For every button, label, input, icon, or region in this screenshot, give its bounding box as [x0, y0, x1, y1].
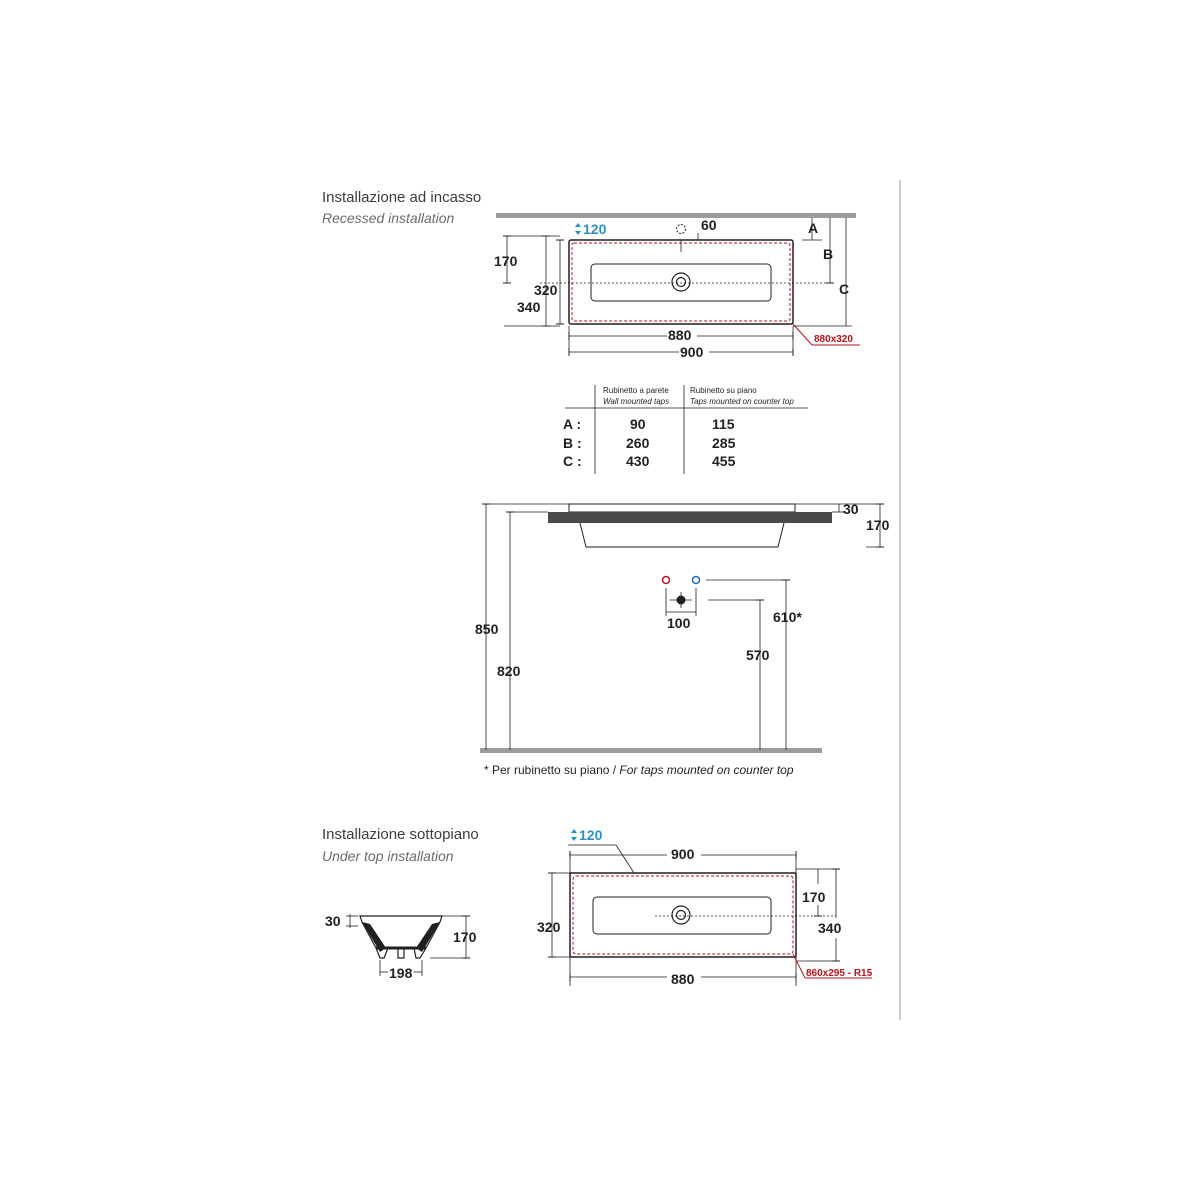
elevation-dim-170: 170 — [866, 517, 890, 533]
row-label: B : — [563, 435, 582, 451]
section-dim-170: 170 — [453, 929, 477, 945]
undertop-drain-icon — [672, 906, 690, 924]
recessed-dim-900: 900 — [680, 344, 704, 360]
recessed-dim-880: 880 — [668, 327, 692, 343]
elevation-dim-850: 850 — [475, 621, 499, 637]
elevation-dim-100: 100 — [667, 615, 691, 631]
label-a: A — [808, 220, 819, 236]
hot-tap-icon — [663, 577, 670, 584]
counter-tap-note — [484, 763, 794, 777]
recessed-dim-340: 340 — [517, 299, 541, 315]
undertop-dim-320: 320 — [537, 919, 561, 935]
recessed-cutout-label: 880x320 — [814, 334, 853, 345]
depth-arrow-icon — [575, 223, 581, 235]
elevation-countertop — [548, 512, 832, 523]
label-c: C — [839, 281, 850, 297]
label-b: B — [823, 246, 834, 262]
undertop-dim-170: 170 — [802, 889, 826, 905]
table-header-counter: Rubinetto su piano — [690, 386, 757, 395]
row-wall-value: 90 — [630, 416, 646, 432]
recessed-drain-icon — [672, 273, 690, 291]
recessed-installation-section — [322, 189, 860, 360]
row-label: A : — [563, 416, 582, 432]
row-label: C : — [563, 453, 582, 469]
undertop-subtitle: Under top installation — [322, 848, 454, 864]
table-row — [563, 453, 736, 469]
recessed-countertop — [496, 213, 856, 218]
table-row — [563, 416, 735, 432]
undertop-dim-900: 900 — [671, 846, 695, 862]
tap-hole-icon — [677, 225, 686, 234]
elevation-section — [475, 501, 890, 777]
elevation-dim-570: 570 — [746, 647, 770, 663]
elevation-basin-body — [580, 523, 784, 547]
recessed-dim-170: 170 — [494, 253, 518, 269]
undertop-depth-arrow-icon — [571, 829, 577, 841]
recessed-dim-320: 320 — [534, 282, 558, 298]
cold-tap-icon — [693, 577, 700, 584]
recessed-subtitle: Recessed installation — [322, 210, 455, 226]
elevation-dim-30: 30 — [843, 501, 859, 517]
section-dim-198: 198 — [389, 965, 413, 981]
undertop-depth-label: 120 — [579, 827, 603, 843]
counter-tap-note-en: For taps mounted on counter top — [619, 763, 794, 777]
row-counter-value: 115 — [712, 416, 735, 432]
row-wall-value: 430 — [626, 453, 650, 469]
elevation-basin-rim — [569, 504, 795, 512]
table-header-counter-en: Taps mounted on counter top — [690, 397, 794, 406]
row-counter-value: 455 — [712, 453, 736, 469]
undertop-dim-880: 880 — [671, 971, 695, 987]
undertop-section-profile — [325, 913, 477, 981]
undertop-title: Installazione sottopiano — [322, 826, 479, 843]
tap-hole-offset-label: 60 — [701, 217, 717, 233]
counter-tap-note-it: * Per rubinetto su piano / — [484, 763, 620, 777]
undertop-cutout-label: 860x295 - R15 — [806, 968, 873, 979]
elevation-dim-820: 820 — [497, 663, 521, 679]
elevation-dim-610: 610* — [773, 609, 802, 625]
table-header-wall-en: Wall mounted taps — [603, 397, 670, 406]
recessed-depth-label: 120 — [583, 221, 607, 237]
table-header-wall: Rubinetto a parete — [603, 386, 669, 395]
row-wall-value: 260 — [626, 435, 650, 451]
row-counter-value: 285 — [712, 435, 736, 451]
taps-table — [563, 385, 808, 474]
recessed-title: Installazione ad incasso — [322, 189, 482, 206]
undertop-installation-section — [322, 826, 873, 987]
elevation-floor — [480, 748, 822, 753]
table-row — [563, 435, 736, 451]
section-dim-30: 30 — [325, 913, 341, 929]
undertop-dim-340: 340 — [818, 920, 842, 936]
